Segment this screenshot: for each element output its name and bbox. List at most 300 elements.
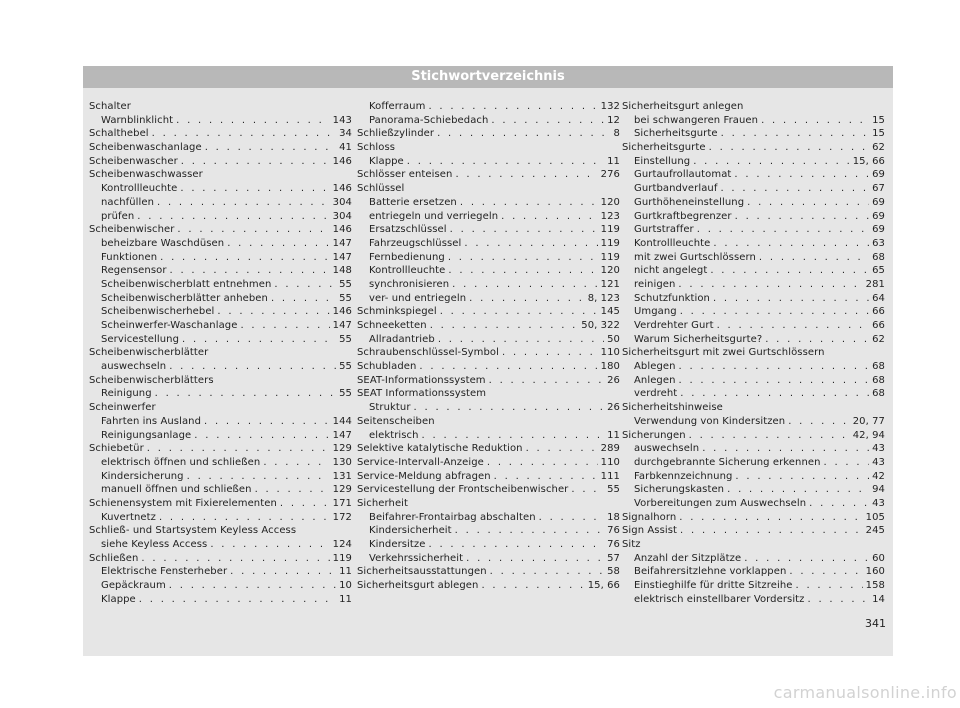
entry-label: Kindersitze	[369, 539, 426, 550]
dot-leader	[152, 127, 336, 141]
entry-label: Scheibenwischerhebel	[101, 306, 215, 318]
entry-page-ref[interactable]: 43	[872, 497, 885, 509]
entry-label: Schminkspiegel	[357, 306, 437, 318]
dot-leader	[466, 552, 604, 566]
dot-leader	[494, 470, 598, 484]
entry-label: synchronisieren	[369, 278, 450, 290]
entry-label: Kindersicherung	[101, 470, 184, 482]
index-subentry	[89, 319, 352, 333]
dot-leader	[255, 483, 330, 497]
index-column-3	[622, 100, 885, 606]
entry-label: Sign Assist	[622, 525, 678, 537]
dot-leader	[809, 497, 869, 511]
index-subentry	[622, 483, 885, 497]
dot-leader	[438, 333, 604, 347]
entry-page-ref[interactable]: 63	[872, 237, 885, 249]
entry-page-ref[interactable]: 42, 94	[852, 429, 885, 441]
index-subentry	[622, 319, 885, 333]
entry-label: Schloss	[357, 142, 396, 154]
entry-page-ref[interactable]: 146	[332, 155, 352, 167]
entry-page-ref[interactable]: 8	[613, 128, 620, 140]
index-entry	[89, 168, 352, 182]
entry-label: Schlösser enteisen	[357, 169, 453, 181]
dot-leader	[487, 456, 598, 470]
index-entry	[89, 497, 352, 511]
entry-page-ref[interactable]: 62	[872, 142, 885, 154]
index-entry	[89, 141, 352, 155]
dot-leader	[170, 264, 330, 278]
entry-page-ref[interactable]: 110	[600, 347, 620, 359]
entry-page-ref[interactable]: 119	[600, 237, 620, 249]
entry-label: Elektrische Fensterheber	[101, 566, 228, 578]
entry-page-ref[interactable]: 43	[872, 456, 885, 468]
entry-page-ref[interactable]: 120	[600, 265, 620, 277]
index-subentry	[622, 360, 885, 374]
entry-page-ref[interactable]: 123	[600, 210, 620, 222]
index-entry	[357, 346, 620, 360]
index-subentry	[89, 278, 352, 292]
index-entry	[89, 401, 352, 415]
entry-label: prüfen	[101, 210, 135, 222]
entry-page-ref[interactable]: 10	[339, 580, 352, 592]
entry-label: Reinigungsanlage	[101, 429, 192, 441]
index-subentry	[357, 155, 620, 169]
entry-page-ref[interactable]: 304	[332, 196, 352, 208]
entry-label: Kontrollleuchte	[101, 183, 178, 195]
entry-label: Anlegen	[634, 374, 676, 386]
entry-label: elektrisch einstellbarer Vordersitz	[634, 593, 805, 605]
index-subentry	[89, 182, 352, 196]
index-subentry	[622, 387, 885, 401]
index-subentry	[357, 552, 620, 566]
entry-label: Kontrollleuchte	[369, 265, 446, 277]
dot-leader	[274, 278, 336, 292]
dot-leader	[169, 579, 336, 593]
entry-label: Scheibenwischerblätter	[89, 347, 209, 359]
index-subentry	[622, 182, 885, 196]
dot-leader	[526, 442, 598, 456]
index-entry	[622, 524, 885, 538]
index-subentry	[89, 292, 352, 306]
entry-label: siehe Keyless Access	[101, 539, 208, 550]
dot-leader	[501, 210, 598, 224]
index-subentry	[89, 196, 352, 210]
dot-leader	[734, 168, 869, 182]
entry-page-ref[interactable]: 111	[600, 470, 620, 482]
entry-page-ref[interactable]: 8, 123	[587, 292, 620, 304]
entry-label: Ablegen	[634, 361, 676, 373]
dot-leader	[440, 305, 598, 319]
entry-page-ref[interactable]: 26	[607, 374, 620, 386]
entry-page-ref[interactable]: 119	[332, 552, 352, 564]
entry-label: Struktur	[369, 402, 411, 414]
dot-leader	[414, 401, 605, 415]
dot-leader	[464, 237, 597, 251]
entry-page-ref[interactable]: 124	[332, 539, 352, 550]
entry-label: Service-Meldung abfragen	[357, 470, 491, 482]
index-subentry	[357, 278, 620, 292]
entry-page-ref[interactable]: 281	[865, 278, 885, 290]
entry-page-ref[interactable]: 18	[607, 511, 620, 523]
entry-label: SEAT-Informationssystem	[357, 374, 486, 386]
index-subentry	[622, 415, 885, 429]
dot-leader	[448, 251, 598, 265]
dot-leader	[680, 524, 863, 538]
index-column-1	[89, 100, 352, 606]
dot-leader	[180, 182, 329, 196]
entry-label: Sitz	[622, 539, 641, 550]
entry-label: Kindersicherheit	[369, 525, 452, 537]
index-subentry	[622, 497, 885, 511]
entry-page-ref[interactable]: 146	[332, 306, 352, 318]
entry-label: Sicherheitsgurt anlegen	[622, 101, 744, 112]
entry-page-ref[interactable]: 148	[332, 265, 352, 277]
entry-page-ref[interactable]: 11	[607, 429, 620, 441]
entry-page-ref[interactable]: 68	[872, 374, 885, 386]
index-entry	[357, 127, 620, 141]
index-subentry	[89, 210, 352, 224]
index-entry	[622, 100, 885, 114]
entry-label: Farbkennzeichnung	[634, 470, 733, 482]
dot-leader	[721, 127, 870, 141]
entry-page-ref[interactable]: 131	[332, 470, 352, 482]
entry-page-ref[interactable]: 158	[865, 580, 885, 592]
entry-page-ref[interactable]: 41	[339, 142, 352, 154]
index-subentry	[357, 196, 620, 210]
entry-label: Panorama-Schiebedach	[369, 114, 489, 126]
dot-leader	[194, 429, 329, 443]
dot-leader	[789, 565, 862, 579]
entry-page-ref[interactable]: 55	[339, 278, 352, 290]
entry-page-ref[interactable]: 68	[872, 251, 885, 263]
entry-label: Scheibenwischerblätter anheben	[101, 292, 268, 304]
entry-page-ref[interactable]: 14	[872, 593, 885, 605]
entry-label: Scheibenwischer	[89, 224, 175, 236]
dot-leader	[157, 196, 330, 210]
entry-page-ref[interactable]: 15	[872, 114, 885, 126]
dot-leader	[428, 100, 597, 114]
entry-label: Beifahrer-Frontairbag abschalten	[369, 511, 536, 523]
entry-label: Sicherungen	[622, 429, 686, 441]
entry-page-ref[interactable]: 130	[332, 456, 352, 468]
dot-leader	[689, 429, 850, 443]
dot-leader	[720, 182, 869, 196]
index-subentry	[622, 456, 885, 470]
index-subentry	[622, 251, 885, 265]
dot-leader	[765, 333, 869, 347]
index-entry	[357, 483, 620, 497]
dot-leader	[679, 374, 870, 388]
entry-page-ref[interactable]: 11	[607, 155, 620, 167]
index-subentry	[357, 210, 620, 224]
entry-page-ref[interactable]: 60	[872, 552, 885, 564]
entry-page-ref[interactable]: 69	[872, 169, 885, 181]
entry-page-ref[interactable]: 69	[872, 224, 885, 236]
entry-page-ref[interactable]: 50, 322	[581, 320, 620, 331]
entry-page-ref[interactable]: 160	[865, 566, 885, 578]
dot-leader	[808, 593, 870, 607]
entry-page-ref[interactable]: 147	[332, 251, 352, 263]
dot-leader	[713, 237, 869, 251]
dot-leader	[460, 196, 598, 210]
dot-leader	[230, 565, 336, 579]
index-entry	[622, 141, 885, 155]
entry-page-ref[interactable]: 69	[872, 196, 885, 208]
entry-label: reinigen	[634, 278, 676, 290]
entry-page-ref[interactable]: 145	[600, 306, 620, 318]
index-entry	[622, 401, 885, 415]
entry-page-ref[interactable]: 146	[332, 224, 352, 236]
index-subentry	[89, 565, 352, 579]
entry-page-ref[interactable]: 304	[332, 210, 352, 222]
entry-page-ref[interactable]: 57	[607, 552, 620, 564]
entry-label: Verkehrssicherheit	[369, 552, 464, 564]
entry-page-ref[interactable]: 129	[332, 484, 352, 496]
dot-leader	[735, 210, 870, 224]
index-subentry	[357, 401, 620, 415]
index-subentry	[622, 333, 885, 347]
entry-page-ref[interactable]: 147	[332, 320, 352, 331]
entry-page-ref[interactable]: 15, 66	[852, 155, 885, 167]
entry-page-ref[interactable]: 119	[600, 251, 620, 263]
dot-leader	[217, 305, 329, 319]
entry-label: Scheibenwischerblätters	[89, 374, 214, 386]
entry-page-ref[interactable]: 68	[872, 388, 885, 400]
entry-page-ref[interactable]: 276	[600, 169, 620, 181]
index-entry	[89, 127, 352, 141]
entry-page-ref[interactable]: 55	[607, 484, 620, 496]
entry-page-ref[interactable]: 66	[872, 306, 885, 318]
index-entry	[622, 511, 885, 525]
entry-label: auswechseln	[101, 361, 167, 373]
entry-page-ref[interactable]: 143	[332, 114, 352, 126]
entry-label: Schließ- und Startsystem Keyless Access	[89, 525, 297, 537]
entry-page-ref[interactable]: 11	[339, 566, 352, 578]
dot-leader	[502, 346, 598, 360]
dot-leader	[419, 360, 597, 374]
entry-page-ref[interactable]: 68	[872, 361, 885, 373]
index-entry	[357, 182, 620, 196]
dot-leader	[147, 442, 330, 456]
dot-leader	[727, 483, 869, 497]
dot-leader	[160, 251, 330, 265]
dot-leader	[697, 223, 869, 237]
entry-label: Klappe	[369, 155, 404, 167]
entry-page-ref[interactable]: 55	[339, 388, 352, 400]
dot-leader	[680, 305, 869, 319]
dot-leader	[702, 442, 869, 456]
index-subentry	[357, 237, 620, 251]
entry-page-ref[interactable]: 180	[600, 361, 620, 373]
entry-page-ref[interactable]: 66	[872, 320, 885, 331]
entry-page-ref[interactable]: 62	[872, 333, 885, 345]
index-subentry	[89, 511, 352, 525]
entry-label: bei schwangeren Frauen	[634, 114, 759, 126]
entry-page-ref[interactable]: 64	[872, 292, 885, 304]
dot-leader	[717, 319, 870, 333]
index-subentry	[357, 100, 620, 114]
entry-page-ref[interactable]: 55	[339, 292, 352, 304]
index-subentry	[357, 114, 620, 128]
index-subentry	[357, 223, 620, 237]
entry-page-ref[interactable]: 146	[332, 183, 352, 195]
dot-leader	[469, 292, 585, 306]
entry-label: Sicherheitsausstattungen	[357, 566, 487, 578]
entry-label: Gurthöheneinstellung	[634, 196, 745, 208]
entry-label: Schienensystem mit Fixierelementen	[89, 497, 277, 509]
index-subentry	[357, 292, 620, 306]
entry-page-ref[interactable]: 42	[872, 470, 885, 482]
entry-label: Reinigung	[101, 388, 152, 400]
index-entry	[89, 524, 352, 538]
entry-label: entriegeln und verriegeln	[369, 210, 499, 222]
entry-label: auswechseln	[634, 443, 700, 455]
entry-page-ref[interactable]: 121	[600, 278, 620, 290]
entry-page-ref[interactable]: 11	[339, 593, 352, 605]
dot-leader	[788, 415, 850, 429]
entry-label: Scheinwerfer	[89, 402, 156, 414]
index-entry	[89, 442, 352, 456]
index-entry	[89, 552, 352, 566]
dot-leader	[159, 511, 330, 525]
entry-page-ref[interactable]: 26	[607, 402, 620, 414]
entry-label: Scheibenwischerblatt entnehmen	[101, 278, 272, 290]
index-entry	[89, 374, 352, 388]
index-subentry	[622, 442, 885, 456]
dot-leader	[176, 114, 330, 128]
entry-page-ref[interactable]: 76	[607, 539, 620, 550]
entry-page-ref[interactable]: 94	[872, 484, 885, 496]
index-subentry	[89, 305, 352, 319]
entry-label: Einstellung	[634, 155, 691, 167]
entry-label: Schließzylinder	[357, 128, 435, 140]
index-subentry	[622, 470, 885, 484]
entry-label: Umgang	[634, 306, 677, 318]
entry-page-ref[interactable]: 171	[332, 497, 352, 509]
entry-label: beheizbare Waschdüsen	[101, 237, 225, 249]
entry-label: Sicherheitsgurt ablegen	[357, 580, 479, 592]
dot-leader	[747, 196, 869, 210]
entry-page-ref[interactable]: 129	[332, 443, 352, 455]
entry-label: Schneeketten	[357, 320, 427, 331]
entry-label: elektrisch öffnen und schließen	[101, 456, 261, 468]
entry-page-ref[interactable]: 15, 66	[587, 580, 620, 592]
index-entry	[357, 497, 620, 511]
index-entry	[357, 442, 620, 456]
entry-page-ref[interactable]: 12	[607, 114, 620, 126]
entry-label: SEAT Informationssystem	[357, 388, 487, 400]
dot-leader	[450, 223, 598, 237]
entry-label: nachfüllen	[101, 196, 155, 208]
entry-page-ref[interactable]: 55	[339, 361, 352, 373]
entry-label: Scheibenwascher	[89, 155, 178, 167]
entry-page-ref[interactable]: 110	[600, 456, 620, 468]
index-subentry	[622, 565, 885, 579]
entry-label: Scheibenwaschwasser	[89, 169, 203, 181]
index-subentry	[622, 155, 885, 169]
dot-leader	[709, 141, 870, 155]
entry-page-ref[interactable]: 55	[339, 333, 352, 345]
entry-page-ref[interactable]: 50	[607, 333, 620, 345]
dot-leader	[428, 538, 604, 552]
dot-leader	[455, 168, 597, 182]
entry-label: Warum Sicherheitsgurte?	[634, 333, 763, 345]
index-subentry	[622, 223, 885, 237]
index-entry	[357, 168, 620, 182]
index-subentry	[89, 264, 352, 278]
entry-page-ref[interactable]: 65	[872, 265, 885, 277]
entry-page-ref[interactable]: 147	[332, 429, 352, 441]
entry-page-ref[interactable]: 119	[600, 224, 620, 236]
dot-leader	[204, 415, 330, 429]
entry-label: Sicherheitshinweise	[622, 402, 723, 414]
dot-leader	[679, 360, 870, 374]
dot-leader	[205, 141, 336, 155]
entry-page-ref[interactable]: 20, 77	[852, 415, 885, 427]
index-entry	[357, 319, 620, 333]
entry-page-ref[interactable]: 147	[332, 237, 352, 249]
index-subentry	[622, 237, 885, 251]
entry-page-ref[interactable]: 69	[872, 210, 885, 222]
index-entry	[357, 305, 620, 319]
entry-label: Verdrehter Gurt	[634, 320, 714, 331]
entry-page-ref[interactable]: 172	[332, 511, 352, 523]
dot-leader	[490, 565, 604, 579]
index-subentry	[622, 374, 885, 388]
entry-page-ref[interactable]: 289	[600, 443, 620, 455]
dot-leader	[422, 429, 605, 443]
entry-label: Einstieghilfe für dritte Sitzreihe	[634, 580, 793, 592]
index-entry	[357, 470, 620, 484]
entry-label: Regensensor	[101, 265, 167, 277]
dot-leader	[182, 333, 336, 347]
dot-leader	[407, 155, 604, 169]
entry-label: Allradantrieb	[369, 333, 435, 345]
entry-page-ref[interactable]: 132	[600, 101, 620, 112]
entry-page-ref[interactable]: 120	[600, 196, 620, 208]
entry-page-ref[interactable]: 67	[872, 183, 885, 195]
entry-label: Fernbedienung	[369, 251, 445, 263]
dot-leader	[139, 593, 336, 607]
entry-label: Schließen	[89, 552, 139, 564]
entry-label: Sicherheitsgurte	[634, 128, 718, 140]
index-subentry	[89, 114, 352, 128]
entry-page-ref[interactable]: 76	[607, 525, 620, 537]
entry-label: Schutzfunktion	[634, 292, 710, 304]
dot-leader	[177, 223, 329, 237]
entry-page-ref[interactable]: 43	[872, 443, 885, 455]
index-subentry	[622, 278, 885, 292]
entry-label: verdreht	[634, 388, 678, 400]
index-subentry	[89, 483, 352, 497]
entry-page-ref[interactable]: 15	[872, 128, 885, 140]
entry-label: Signalhorn	[622, 511, 677, 523]
entry-page-ref[interactable]: 245	[865, 525, 885, 537]
entry-label: Gurtkraftbegrenzer	[634, 210, 732, 222]
entry-label: Verwendung von Kindersitzen	[634, 415, 786, 427]
entry-label: manuell öffnen und schließen	[101, 484, 252, 496]
index-entry	[357, 141, 620, 155]
entry-page-ref[interactable]: 105	[865, 511, 885, 523]
entry-label: Servicestellung	[101, 333, 180, 345]
dot-leader	[271, 292, 336, 306]
entry-page-ref[interactable]: 58	[607, 566, 620, 578]
entry-page-ref[interactable]: 144	[332, 415, 352, 427]
entry-page-ref[interactable]: 34	[339, 128, 352, 140]
entry-label: Fahrten ins Ausland	[101, 415, 202, 427]
entry-label: Anzahl der Sitzplätze	[634, 552, 742, 564]
dot-leader	[187, 470, 330, 484]
